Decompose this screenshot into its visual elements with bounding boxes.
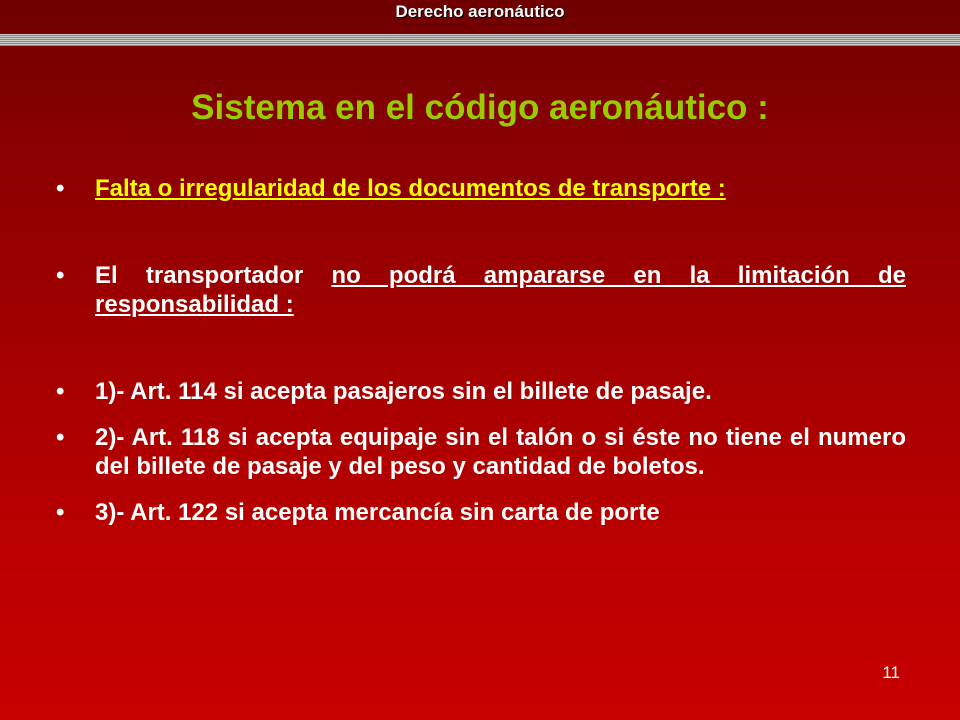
bullet-item	[56, 423, 906, 481]
header-divider	[0, 34, 960, 46]
bullet-list	[56, 174, 906, 527]
bullet-item	[56, 174, 906, 203]
bullet-text: 2)- Art. 118 si acepta equipaje sin el talón o si éste no tiene el numero del billete de pasaje y del peso y cantidad de boletos.	[95, 424, 906, 480]
bullet-text: Falta o irregularidad de los documentos de transporte :	[95, 175, 726, 202]
bullet-text: 1)- Art. 114 si acepta pasajeros sin el billete de pasaje.	[95, 378, 712, 405]
slide-number: 11	[882, 663, 900, 682]
bullet-item	[56, 377, 906, 406]
bullet-text-underlined: no podrá ampararse en la limitación de responsabilidad :	[95, 262, 906, 318]
bullet-text-prefix: El transportador	[95, 262, 332, 289]
bullet-item	[56, 261, 906, 319]
bullet-item	[56, 498, 906, 527]
header-label: Derecho aeronáutico	[395, 2, 565, 21]
bullet-text: 3)- Art. 122 si acepta mercancía sin carta de porte	[95, 499, 660, 526]
slide-title: Sistema en el código aeronáutico :	[191, 88, 769, 127]
